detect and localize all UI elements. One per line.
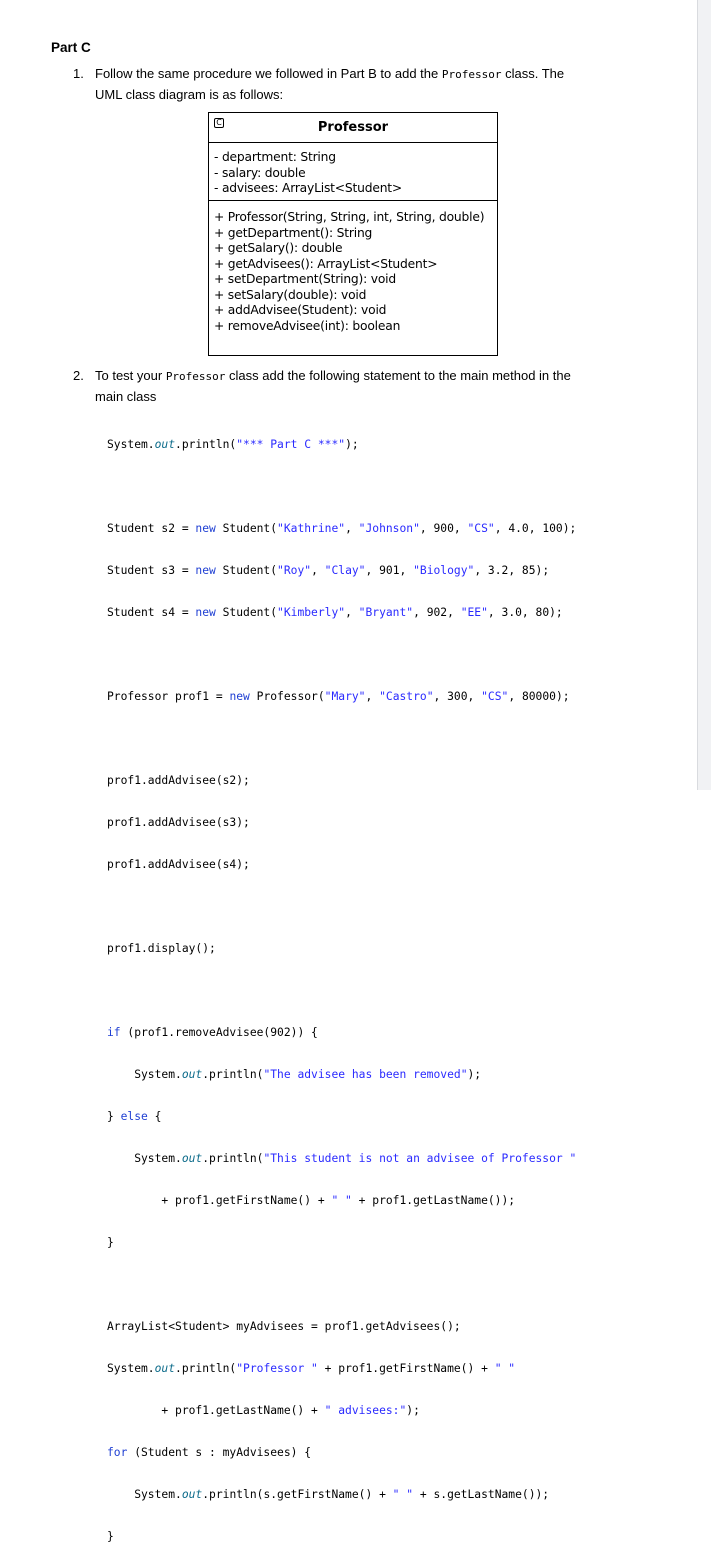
- code-line: } else {: [107, 1110, 162, 1123]
- code-line: + prof1.getFirstName() + " " + prof1.getLastName());: [107, 1194, 516, 1207]
- code-line: + prof1.getLastName() + " advisees:");: [107, 1404, 420, 1417]
- uml-attribute: - advisees: ArrayList<Student>: [214, 181, 403, 195]
- uml-attribute: - department: String: [214, 150, 336, 164]
- code-line: Student s4 = new Student("Kimberly", "Bryant", 902, "EE", 3.0, 80);: [107, 606, 563, 619]
- uml-method: + removeAdvisee(int): boolean: [214, 318, 401, 333]
- code-line: System.out.println(s.getFirstName() + " " + s.getLastName());: [107, 1488, 550, 1501]
- step-text-part: To test your: [95, 368, 166, 383]
- step-1: [73, 64, 653, 104]
- uml-header: [209, 113, 497, 143]
- code-line: prof1.addAdvisee(s4);: [107, 858, 250, 871]
- uml-class-diagram: [208, 112, 498, 356]
- code-line: prof1.addAdvisee(s3);: [107, 816, 250, 829]
- section-heading: Part C: [51, 40, 91, 55]
- step-text-part: class add the following statement to the main method in the: [225, 368, 571, 383]
- step-text-part: class. The: [501, 66, 565, 81]
- step-text-part: Follow the same procedure we followed in Part B to add the: [95, 66, 442, 81]
- uml-attributes: [209, 143, 497, 201]
- page-scrollbar-strip[interactable]: [697, 0, 711, 790]
- code-block: [107, 410, 576, 1558]
- step-number: 1.: [73, 66, 84, 81]
- uml-method: + getAdvisees(): ArrayList<Student>: [214, 256, 438, 271]
- code-line: Student s3 = new Student("Roy", "Clay", 901, "Biology", 3.2, 85);: [107, 564, 550, 577]
- code-line: }: [107, 1236, 114, 1249]
- code-line: System.out.println("*** Part C ***");: [107, 438, 359, 451]
- code-line: Professor prof1 = new Professor("Mary", "Castro", 300, "CS", 80000);: [107, 690, 570, 703]
- step-2: [73, 366, 673, 406]
- uml-method: + setSalary(double): void: [214, 287, 367, 302]
- uml-method: + addAdvisee(Student): void: [214, 303, 387, 317]
- code-line: for (Student s : myAdvisees) {: [107, 1446, 312, 1459]
- code-line: prof1.addAdvisee(s2);: [107, 774, 250, 787]
- inline-code: Professor: [441, 68, 502, 81]
- code-line: prof1.display();: [107, 942, 216, 955]
- step-text-line2: UML class diagram is as follows:: [95, 87, 284, 102]
- step-number: 2.: [73, 368, 84, 383]
- uml-method: + Professor(String, String, int, String, double): [214, 210, 485, 224]
- code-line: if (prof1.removeAdvisee(902)) {: [107, 1026, 318, 1039]
- class-icon: C: [214, 118, 224, 128]
- code-line: System.out.println("This student is not an advisee of Professor ": [107, 1152, 577, 1165]
- inline-code: Professor: [165, 370, 226, 383]
- code-line: ArrayList<Student> myAdvisees = prof1.getAdvisees();: [107, 1320, 461, 1333]
- step-text-line2: main class: [95, 389, 157, 404]
- step-text: [95, 366, 655, 407]
- uml-method: + setDepartment(String): void: [214, 272, 396, 286]
- uml-method: + getSalary(): double: [214, 241, 343, 255]
- code-line: }: [107, 1530, 114, 1543]
- uml-methods: [209, 201, 497, 334]
- uml-attribute: - salary: double: [214, 165, 306, 180]
- code-line: Student s2 = new Student("Kathrine", "Johnson", 900, "CS", 4.0, 100);: [107, 522, 577, 535]
- code-line: System.out.println("The advisee has been removed");: [107, 1068, 482, 1081]
- step-text: [95, 64, 615, 105]
- code-line: System.out.println("Professor " + prof1.getFirstName() + " ": [107, 1362, 516, 1375]
- uml-method: + getDepartment(): String: [214, 225, 373, 240]
- uml-class-name: Professor: [317, 120, 389, 135]
